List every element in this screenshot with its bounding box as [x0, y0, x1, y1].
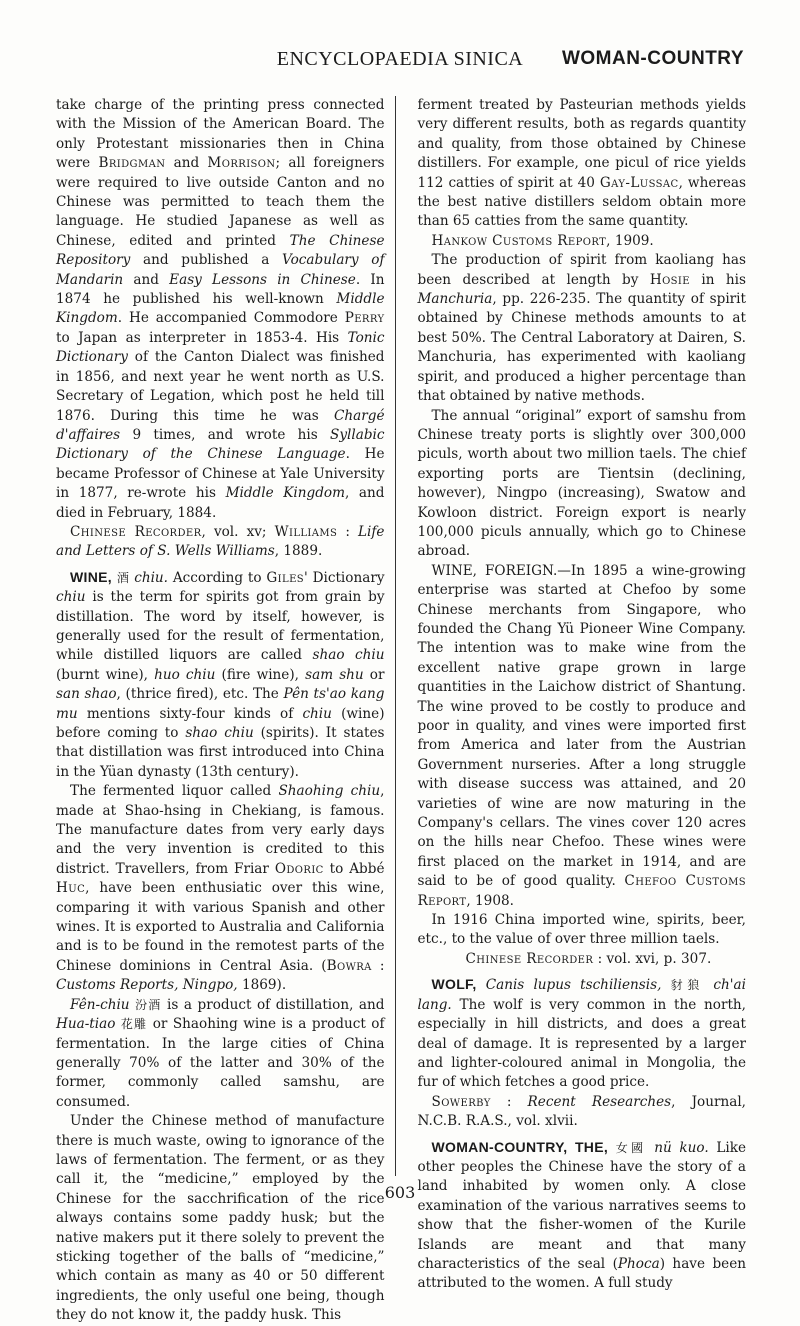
paragraph-williams-bio: take charge of the printing press connected with the Mission of the American Board. The only Protestant missionaries then in China were Bridgman and Morrison; all foreigners were required to live outside Canton and no Chinese was permitted to teach them the language. He studied Japanese as well as Chinese, edited and printed The Chinese Repository and published a Vocabulary of Mandarin and Easy Lessons in Chinese. In 1874 he published his well-known Middle Kingdom. He accompanied Commodore Perry to Japan as interpreter in 1853-4. His Tonic Dictionary of the Canton Dialect was finished in 1856, and next year he went north as U.S. Secretary of Legation, which post he held till 1876. During this time he was Chargé d'affaires 9 times, and wrote his Syllabic Dictionary of the Chinese Language. He became Professor of Chinese at Yale University in 1877, re-wrote his Middle Kingdom, and died in February, 1884. [56, 97, 385, 521]
paragraph-fenchiu: Fên-chiu 汾酒 is a product of distillation, and Hua-tiao 花雕 or Shaohing wine is a product of fermentation. In the large cities of China generally 70% of the latter and 30% of the former, commonly called samshu, are consumed. [56, 996, 385, 1110]
paragraph-export: The annual “original” export of samshu from Chinese treaty ports is slightly over 300,000 piculs, worth about two million taels. The chief exporting ports are Tientsin (declining, however), Ningpo (increasing), Swatow and Kowloon district. Foreign export is nearly 100,000 piculs annually, which go to Chinese abroad. [417, 407, 746, 560]
headword-wolf: WOLF, [431, 976, 477, 993]
running-entry: WOMAN-COUNTRY [561, 48, 744, 69]
reference-hankow: Hankow Customs Report, 1909. [431, 232, 654, 249]
reference-recorder: Chinese Recorder : vol. xvi, p. 307. [465, 950, 712, 967]
paragraph-method: Under the Chinese method of manufacture there is much waste, owing to ignorance of the laws of fermentation. The ferment, or as they call it, the “medicine,” employed by the Chinese for the sacchrification of the rice always contains some paddy husk; but the native makers put it there solely to prevent the sticking together of the balls of “medicine,” which contain as many as 40 or 50 different ingredients, the only useful one being, though they do not know it, the paddy husk. This [56, 1113, 385, 1324]
entry-wine-foreign: WINE, FOREIGN.—In 1895 a wine-growing enterprise was started at Chefoo by some Chinese merchants from Singapore, who founded the Chang Yü Pioneer Wine Company. The intention was to make wine from the excellent native grape grown in large quantities in the Laichow district of Shantung. The wine proved to be costly to produce and poor in quality, and vines were imported first from America and later from the Austrian Government nurseries. After a long struggle with disease success was attained, and 20 varieties of wine are now maturing in the Company's cellars. The vines cover 120 acres on the hills near Chefoo. These wines were first placed on the market in 1914, and are said to be of good quality. Chefoo Customs Report, 1908. [417, 562, 746, 909]
reference-sowerby: Sowerby : Recent Researches, Journal, N.C.B. R.A.S., vol. xlvii. [417, 1093, 746, 1130]
paragraph-kaoliang: The production of spirit from kaoliang has been described at length by Hosie in his Manchuria, pp. 226-235. The quantity of spirit obtained by Chinese methods amounts to at best 50%. The Central Laboratory at Dairen, S. Manchuria, has experimented with kaoliang spirit, and produced a higher percentage than that obtained by native methods. [417, 252, 746, 405]
reference-williams: Chinese Recorder, vol. xv; Williams : Life and Letters of S. Wells Williams, 1889. [56, 523, 385, 560]
running-header [56, 48, 744, 72]
paragraph-imports: In 1916 China imported wine, spirits, beer, etc., to the value of over three million taels. [417, 912, 746, 948]
entry-wolf: WOLF, Canis lupus tschiliensis, 豺狼 ch'ai lang. The wolf is very common in the north, especially in hill districts, and does a great deal of damage. It is represented by a larger and lighter-coloured animal in Mongolia, the fur of which fetches a good price. [417, 976, 746, 1091]
running-title: ENCYCLOPAEDIA SINICA [276, 48, 524, 70]
entry-wine: WINE, 酒 chiu. According to Giles' Dictionary chiu is the term for spirits got from grain by distillation. The word by itself, however, is generally used for the result of fermentation, while distilled liquors are called shao chiu (burnt wine), huo chiu (fire wine), sam shu or san shao, (thrice fired), etc. The Pên ts'ao kang mu mentions sixty-four kinds of chiu (wine) before coming to shao chiu (spirits). It states that distillation was first introduced into China in the Yüan dynasty (13th century). [56, 568, 385, 780]
left-column [56, 96, 396, 1324]
paragraph-ferment: ferment treated by Pasteurian methods yields very different results, both as regards quantity and quality, from those obtained by Chinese distillers. For example, one picul of rice yields 112 catties of spirit at 40 Gay-Lussac, whereas the best native distillers seldom obtain more than 65 catties from the same quantity. [417, 97, 746, 230]
entry-woman-country: WOMAN-COUNTRY, THE, 女國 nü kuo. Like other peoples the Chinese have the story of a land inhabited by women only. A close examination of the various narratives seems to show that the fisher-women of the Kurile Islands are meant and that many characteristics of the seal (Phoca) have been attributed to the women. A full study [417, 1138, 747, 1292]
headword-wine: WINE, [70, 568, 112, 585]
right-column [417, 96, 747, 1292]
page-number: 603 [384, 1183, 416, 1202]
paragraph-shaohing: The fermented liquor called Shaohing chiu, made at Shao-hsing in Chekiang, is famous. The manufacture dates from very early days and the very invention is credited to this district. Travellers, from Friar Odoric to Abbé Huc, have been enthusiatic over this wine, comparing it with various Spanish and other wines. It is exported to Australia and California and is to be found in the remotest parts of the Chinese dominions in Central Asia. (Bowra : Customs Reports, Ningpo, 1869). [56, 783, 385, 994]
headword-woman-country: WOMAN-COUNTRY, THE, [431, 1138, 609, 1155]
